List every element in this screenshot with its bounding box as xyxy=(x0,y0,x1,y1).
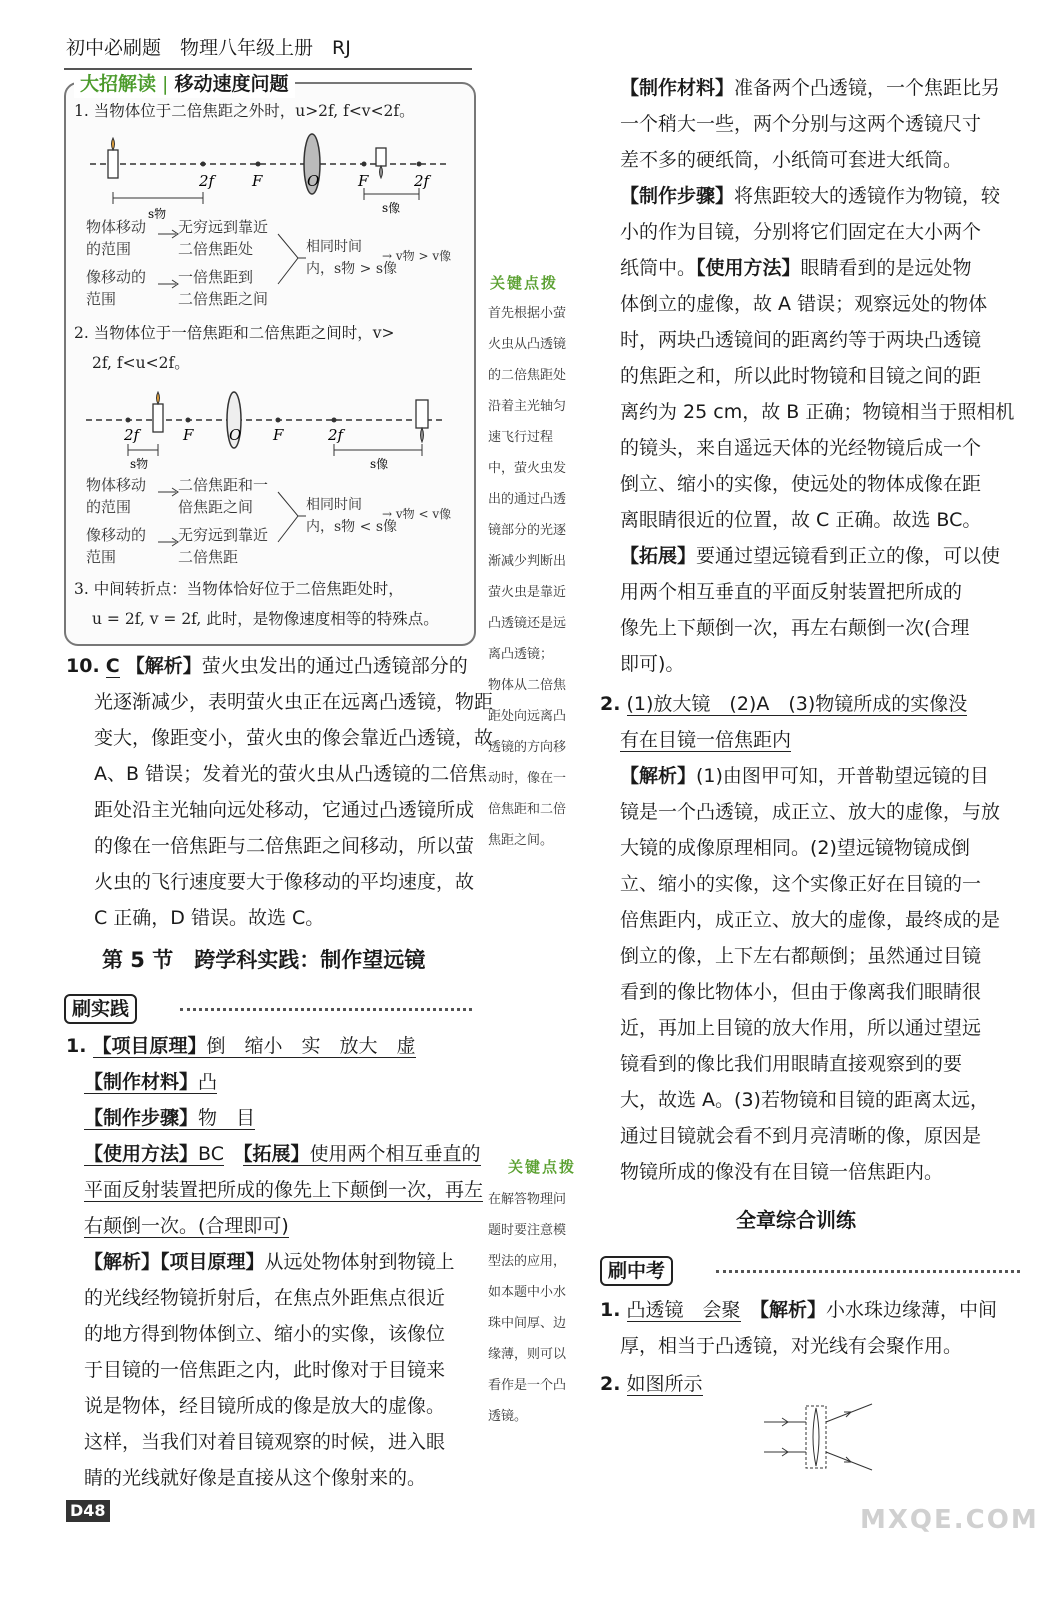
uselines-line: 时，两块凸透镜间的距离约等于两块凸透镜 xyxy=(620,329,982,351)
note1-line: 渐减少判断出 xyxy=(488,554,567,569)
note1-line: 倍焦距和二倍 xyxy=(488,802,567,817)
note1-line: 的二倍焦距处 xyxy=(488,368,567,383)
q1-extension-3: 右颠倒一次。(合理即可) xyxy=(84,1215,289,1237)
q10-explanation xyxy=(94,684,494,936)
same-time-note: 相同时间 内，s物 < s像 xyxy=(306,497,397,535)
candle-object-icon xyxy=(153,404,163,432)
label-f-right: F xyxy=(273,426,284,444)
q10lines-line: A、B 错误；发着光的萤火虫从凸透镜的二倍焦 xyxy=(94,763,488,785)
candle-image-icon xyxy=(376,148,386,166)
note2-line: 缘薄，则可以 xyxy=(488,1347,567,1362)
right-material: 【制作材料】准备两个凸透镜，一个焦距比另 xyxy=(620,77,1001,99)
img-range-value: 一倍焦距到 二倍焦距之间 xyxy=(178,268,269,308)
box-point-3b: u = 2f, v = 2f, 此时，是物像速度相等的特殊点。 xyxy=(92,610,439,628)
q1-number: 1. xyxy=(66,1035,87,1057)
uselines-line: 离约为 25 cm，故 B 正确；物镜相当于照相机 xyxy=(620,401,1015,423)
practice-q1: 1. 【项目原理】倒 缩小 实 放大 虚 xyxy=(66,1035,416,1057)
note2-line: 透镜。 xyxy=(488,1409,528,1424)
water-drop-diagram xyxy=(760,1400,880,1476)
uselines-line: 体倒立的虚像，故 A 错误；观察远处的物体 xyxy=(620,293,988,315)
box-point-1: 1. 当物体位于二倍焦距之外时，u>2f, f<v<2f。 xyxy=(74,102,415,120)
q1-usage: 【使用方法】BC 【拓展】使用两个相互垂直的 xyxy=(84,1143,481,1165)
right-extension: 【拓展】要通过望远镜看到正立的像，可以使 xyxy=(620,545,1001,567)
right-usage-lines xyxy=(620,286,1020,538)
img-range-label: 像移动的 范围 xyxy=(86,268,147,308)
box-point-2a: 2. 当物体位于一倍焦距和二倍焦距之间时，v> xyxy=(74,324,395,342)
inverted-flame-icon xyxy=(380,166,383,178)
right-steps: 【制作步骤】将焦距较大的透镜作为物镜，较 xyxy=(620,185,1001,207)
img-range-value: 无穷远到靠近 二倍焦距 xyxy=(178,526,269,566)
note2-line: 型法的应用， xyxy=(488,1254,567,1269)
exam-q1: 1. 凸透镜 会聚 【解析】小水珠边缘薄，中间 xyxy=(600,1299,998,1321)
question-10 xyxy=(66,648,486,684)
q2lines-line: 倒立的像，上下左右都颠倒；虽然通过目镜 xyxy=(620,945,982,967)
label-2f-left: 2f xyxy=(199,172,215,190)
e1-answer: 凸透镜 会聚 xyxy=(626,1299,741,1321)
speed-result: → v物 < v像 xyxy=(382,507,452,521)
label-s-image: s像 xyxy=(370,457,389,471)
note2-line: 题时要注意模 xyxy=(488,1223,567,1238)
chapter-title: 全章综合训练 xyxy=(736,1208,856,1232)
q2-explanation-head: 【解析】(1)由图甲可知，开普勒望远镜的目 xyxy=(620,765,989,787)
q10lines-line: 变大，像距变小，萤火虫的像会靠近凸透镜，故 xyxy=(94,727,494,749)
q2lines-line: 倍焦距内，成正立、放大的虚像，最终成的是 xyxy=(620,909,1001,931)
q1-explanation-head: 【解析】【项目原理】从远处物体射到物镜上 xyxy=(84,1251,455,1273)
q1lines-line: 这样，当我们对着目镜观察的时候，进入眼 xyxy=(84,1431,446,1453)
right-material-2: 一个稍大一些，两个分别与这两个透镜尺寸 xyxy=(620,113,982,135)
dotted-divider xyxy=(180,1008,472,1011)
flame-icon xyxy=(112,138,115,150)
obj-range-value: 无穷远到靠近 二倍焦距处 xyxy=(178,218,269,258)
label-s-object: s物 xyxy=(130,457,149,471)
method-box-title-b: 移动速度问题 xyxy=(174,73,289,95)
exam-q2: 2. 如图所示 xyxy=(600,1373,703,1395)
note2-line: 看作是一个凸 xyxy=(488,1378,567,1393)
extlines-line: 即可)。 xyxy=(620,653,685,675)
q10-line-0: 萤火虫发出的通过凸透镜部分的 xyxy=(201,655,468,677)
key-tip-title-2: 关键点拨 xyxy=(508,1158,577,1176)
q10lines-line: 距处沿主光轴向远处移动，它通过凸透镜所成 xyxy=(94,799,475,821)
note1-line: 中，萤火虫发 xyxy=(488,461,567,476)
lens-shape-icon xyxy=(813,1408,819,1466)
uselines-line: 的镜头，来自遥远天体的光经物镜后成一个 xyxy=(620,437,982,459)
label-f-right: F xyxy=(358,172,369,190)
candle-image-icon xyxy=(416,400,428,428)
q2lines-line: 大，故选 A。(3)若物镜和目镜的距离太远， xyxy=(620,1089,989,1111)
note2-line: 在解答物理问 xyxy=(488,1192,567,1207)
watermark: MXQE.COM xyxy=(860,1505,1039,1535)
exam-badge: 刷中考 xyxy=(600,1256,673,1286)
label-s-object: s物 xyxy=(148,207,167,221)
note1-line: 焦距之间。 xyxy=(488,833,554,848)
q10lines-line: C 正确，D 错误。故选 C。 xyxy=(94,907,325,929)
q1-explanation xyxy=(84,1280,484,1496)
relation-diagram-1 xyxy=(66,216,470,308)
q2lines-line: 物镜所成的像没有在目镜一倍焦距内。 xyxy=(620,1161,944,1183)
uselines-line: 的焦距之和，所以此时物镜和目镜之间的距 xyxy=(620,365,982,387)
note1-line: 透镜的方向移 xyxy=(488,740,567,755)
q1-principle-answer: 倒 缩小 实 放大 虚 xyxy=(206,1035,416,1057)
key-tip-note-2 xyxy=(488,1184,596,1432)
page-number: D48 xyxy=(66,1500,110,1522)
note1-line: 距处向远离凸 xyxy=(488,709,567,724)
method-box-title-a: 大招解读 xyxy=(80,73,157,95)
running-header: 初中必刷题 物理八年级上册 RJ xyxy=(66,37,351,59)
label-f-left: F xyxy=(252,172,263,190)
note1-line: 凸透镜还是远 xyxy=(488,616,567,631)
flame-icon xyxy=(157,392,160,404)
relation-diagram-2 xyxy=(66,474,470,566)
q1lines-line: 的地方得到物体倒立、缩小的实像，该像位 xyxy=(84,1323,446,1345)
q2lines-line: 大镜的成像原理相同。(2)望远镜物镜成倒 xyxy=(620,837,970,859)
section-title: 第 5 节 跨学科实践：制作望远镜 xyxy=(102,948,426,972)
note1-line: 动时，像在一 xyxy=(488,771,567,786)
exam-q1-line2: 厚，相当于凸透镜，对光线有会聚作用。 xyxy=(620,1335,963,1357)
q10-tag: 【解析】 xyxy=(125,655,202,677)
extlines-line: 像先上下颠倒一次，再左右颠倒一次(合理 xyxy=(620,617,970,639)
key-tip-note-1 xyxy=(488,298,596,856)
box-point-3a: 3. 中间转折点：当物体恰好位于二倍焦距处时， xyxy=(74,580,404,598)
q1lines-line: 于目镜的一倍焦距之内，此时像对于目镜来 xyxy=(84,1359,446,1381)
q2-answer-2: 有在目镜一倍焦距内 xyxy=(620,729,792,751)
q2lines-line: 近，再加上目镜的放大作用，所以通过望远 xyxy=(620,1017,982,1039)
q1-steps: 【制作步骤】物 目 xyxy=(84,1107,256,1129)
note1-line: 镜部分的光逐 xyxy=(488,523,567,538)
note2-line: 如本题中小水 xyxy=(488,1285,567,1300)
box-point-2b: 2f, f<u<2f。 xyxy=(92,354,190,372)
right-material-3: 差不多的硬纸筒，小纸筒可套进大纸筒。 xyxy=(620,149,963,171)
lens-diagram-2 xyxy=(66,384,470,474)
q1-extension-2: 平面反射装置把所成的像先上下颠倒一次，再左 xyxy=(84,1179,484,1201)
same-time-note: 相同时间 内，s物 > s像 xyxy=(306,239,397,277)
water-drop-outline xyxy=(806,1406,826,1468)
obj-range-label: 物体移动 的范围 xyxy=(86,218,147,258)
q1lines-line: 的光线经物镜折射后，在焦点外距焦点很近 xyxy=(84,1287,446,1309)
uselines-line: 倒立、缩小的实像，使远处的物体成像在距 xyxy=(620,473,982,495)
q2lines-line: 镜看到的像比我们用眼睛直接观察到的要 xyxy=(620,1053,963,1075)
extlines-line: 用两个相互垂直的平面反射装置把所成的 xyxy=(620,581,963,603)
note1-line: 沿着主光轴匀 xyxy=(488,399,567,414)
q10lines-line: 的像在一倍焦距与二倍焦距之间移动，所以萤 xyxy=(94,835,475,857)
lens-diagram-1 xyxy=(66,126,470,222)
note1-line: 速飞行过程 xyxy=(488,430,554,445)
right-q2: 2. (1)放大镜 (2)A (3)物镜所成的实像没 xyxy=(600,693,968,715)
label-o: O xyxy=(307,172,320,190)
label-o: O xyxy=(229,426,242,444)
q2lines-line: 立、缩小的实像，这个实像正好在目镜的一 xyxy=(620,873,982,895)
note1-line: 萤火虫是靠近 xyxy=(488,585,567,600)
q10lines-line: 火虫的飞行速度要大于像移动的平均速度，故 xyxy=(94,871,475,893)
q2lines-line: 镜是一个凸透镜，成正立、放大的虚像，与放 xyxy=(620,801,1001,823)
obj-range-value: 二倍焦距和一 倍焦距之间 xyxy=(178,476,269,516)
practice-badge: 刷实践 xyxy=(64,994,137,1024)
candle-object-icon xyxy=(108,150,118,178)
label-s-image: s像 xyxy=(382,201,401,215)
obj-range-label: 物体移动 的范围 xyxy=(86,476,147,516)
dotted-divider-2 xyxy=(716,1270,1020,1273)
q1lines-line: 说是物体，经目镜所成的像是放大的虚像。 xyxy=(84,1395,446,1417)
note2-line: 珠中间厚、边 xyxy=(488,1316,567,1331)
img-range-label: 像移动的 范围 xyxy=(86,526,147,566)
q1lines-line: 睛的光线就好像是直接从这个像射来的。 xyxy=(84,1467,427,1489)
method-box-title: 大招解读 | 移动速度问题 xyxy=(74,70,295,98)
q2lines-line: 通过目镜就会看不到月亮清晰的像，原因是 xyxy=(620,1125,982,1147)
q10-answer: C xyxy=(105,655,120,677)
note1-line: 离凸透镜； xyxy=(488,647,554,662)
right-usage: 纸筒中。【使用方法】眼睛看到的是远处物 xyxy=(620,257,972,279)
right-steps-2: 小的作为目镜，分别将它们固定在大小两个 xyxy=(620,221,982,243)
speed-result: → v物 > v像 xyxy=(382,249,452,263)
label-f-left: F xyxy=(183,426,194,444)
q1-material: 【制作材料】凸 xyxy=(84,1071,218,1093)
q10lines-line: 光逐渐减少，表明萤火虫正在远离凸透镜，物距 xyxy=(94,691,494,713)
uselines-line: 离眼睛很近的位置，故 C 正确。故选 BC。 xyxy=(620,509,982,531)
note1-line: 火虫从凸透镜 xyxy=(488,337,567,352)
q10-number: 10. xyxy=(66,655,100,677)
label-2f-right: 2f xyxy=(328,426,344,444)
inverted-flame-icon xyxy=(421,428,424,442)
note1-line: 首先根据小萤 xyxy=(488,306,567,321)
label-2f-left: 2f xyxy=(124,426,140,444)
key-tip-title-1: 关键点拨 xyxy=(490,274,559,292)
q2lines-line: 看到的像比物体小，但由于像离我们眼睛很 xyxy=(620,981,982,1003)
q2-answer-1: (1)放大镜 (2)A (3)物镜所成的实像没 xyxy=(626,693,968,715)
label-2f-right: 2f xyxy=(414,172,430,190)
note1-line: 物体从二倍焦 xyxy=(488,678,567,693)
note1-line: 出的通过凸透 xyxy=(488,492,567,507)
right-extension-lines xyxy=(620,574,1020,682)
q2-explanation xyxy=(620,794,1020,1190)
